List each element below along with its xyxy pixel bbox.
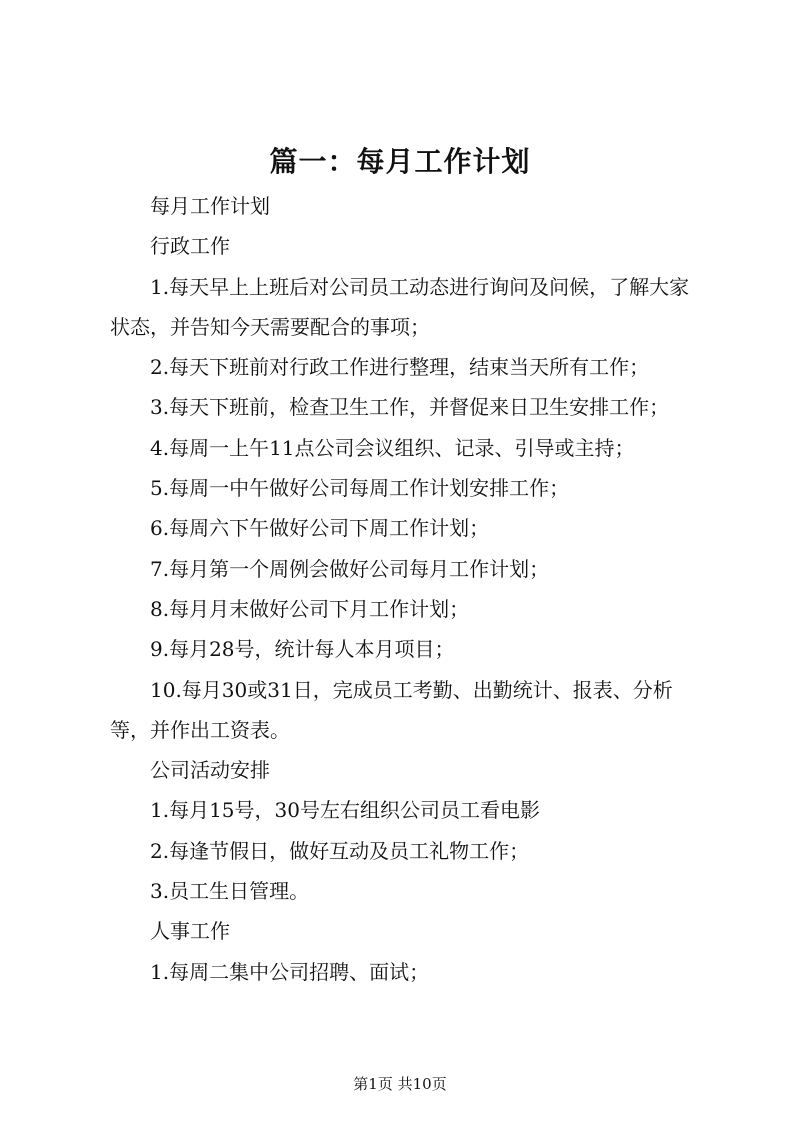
paragraph: 10.每月30或31日，完成员工考勤、出勤统计、报表、分析等，并作出工资表。 [110, 677, 673, 742]
paragraph: 1.每月15号，30号左右组织公司员工看电影 [150, 798, 540, 823]
paragraph: 8.每月月末做好公司下月工作计划； [150, 596, 470, 621]
paragraph: 9.每月28号，统计每人本月项目； [150, 637, 455, 662]
page-footer: 第1页 共10页 [353, 1075, 447, 1093]
paragraph: 4.每周一上午11点公司会议组织、记录、引导或主持； [150, 435, 635, 460]
paragraph: 5.每周一中午做好公司每周工作计划安排工作； [150, 476, 570, 501]
paragraph: 1.每天早上上班后对公司员工动态进行询问及问候，了解大家状态，并告知今天需要配合的事项； [110, 274, 690, 339]
paragraph: 2.每逢节假日，做好互动及员工礼物工作； [150, 838, 530, 863]
paragraph: 3.员工生日管理。 [150, 879, 310, 904]
section-heading-hr: 人事工作 [150, 919, 230, 944]
document-body [110, 186, 700, 992]
paragraph: 6.每周六下午做好公司下周工作计划； [150, 516, 490, 541]
section-heading-activities: 公司活动安排 [150, 758, 270, 783]
document-title: 篇一：每月工作计划 [269, 145, 531, 178]
paragraph: 1.每周二集中公司招聘、面试； [150, 959, 430, 984]
paragraph: 7.每月第一个周例会做好公司每月工作计划； [150, 556, 550, 581]
paragraph: 每月工作计划 [150, 194, 270, 218]
paragraph: 3.每天下班前，检查卫生工作，并督促来日卫生安排工作； [150, 395, 670, 420]
section-heading-admin: 行政工作 [150, 234, 230, 259]
paragraph: 2.每天下班前对行政工作进行整理，结束当天所有工作； [150, 355, 650, 380]
